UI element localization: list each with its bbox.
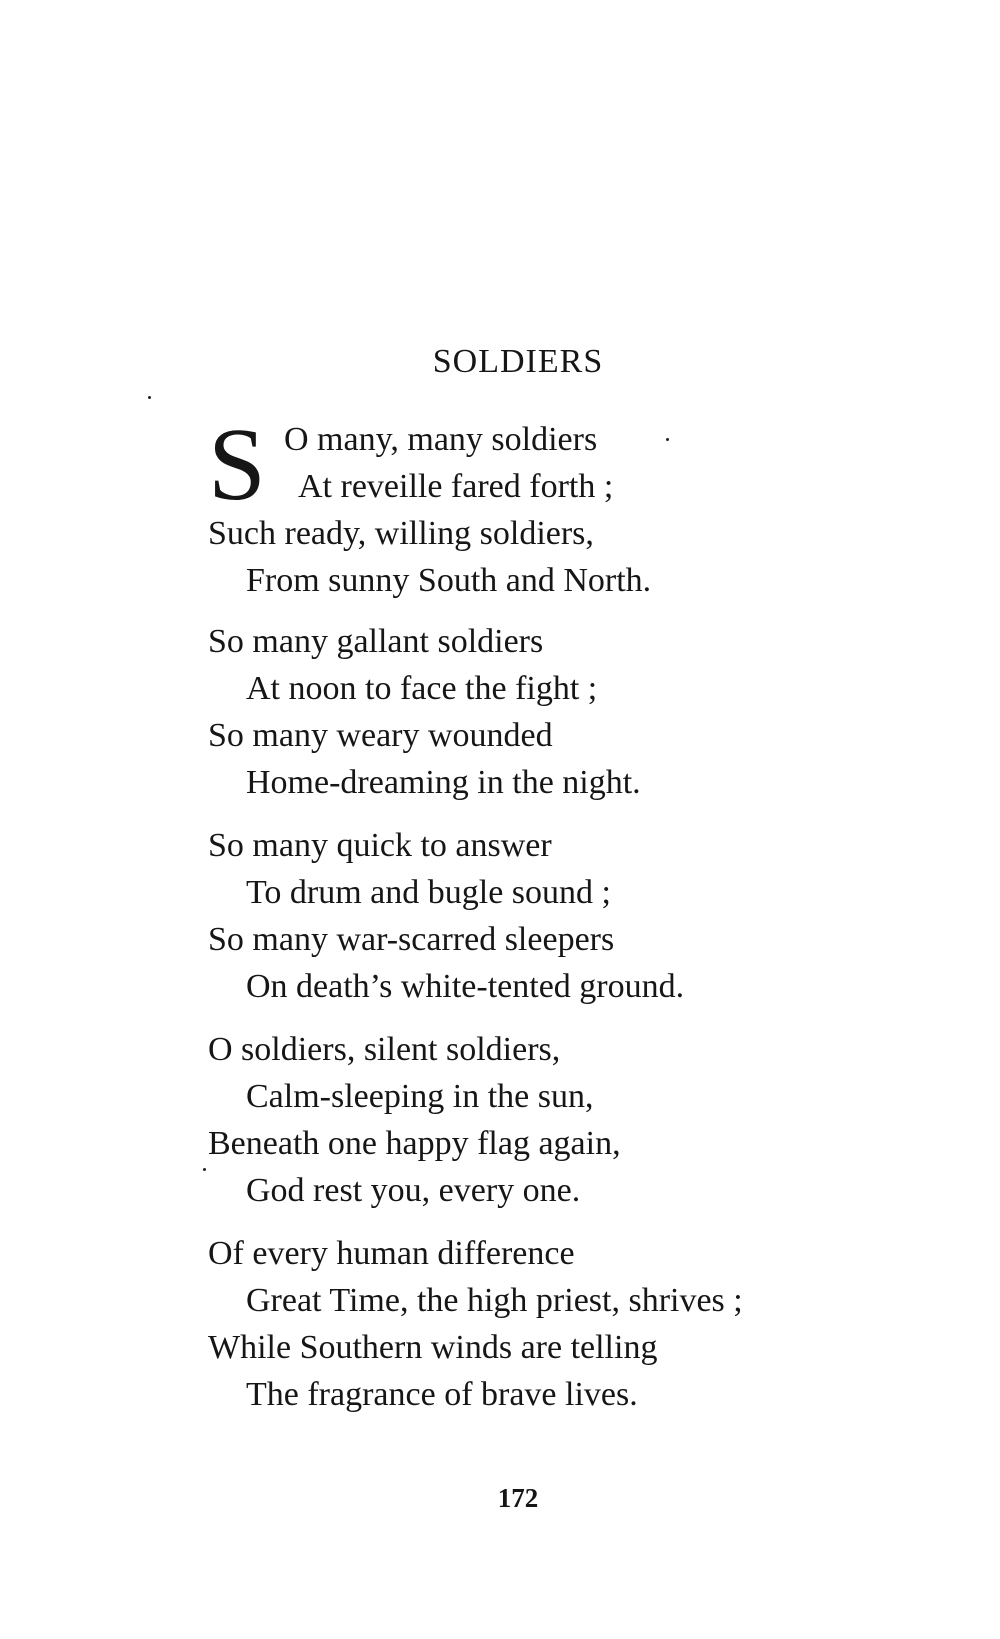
- poem-line: At noon to face the fight ;: [246, 670, 598, 707]
- poem-line: At reveille fared forth ;: [298, 468, 614, 505]
- poem-line: So many war-scarred sleepers: [208, 921, 615, 958]
- poem-line: Such ready, willing soldiers,: [208, 515, 594, 552]
- poem-line: O many, many soldiers: [284, 421, 598, 458]
- poem-line: Great Time, the high priest, shrives ;: [246, 1282, 743, 1319]
- print-speck: [203, 1168, 206, 1171]
- stanza-1: [208, 407, 908, 604]
- stanza-2: [208, 618, 908, 806]
- poem-line: God rest you, every one.: [246, 1172, 581, 1209]
- poem-line: Home-dreaming in the night.: [246, 764, 641, 801]
- drop-cap: S: [208, 407, 266, 522]
- stanza-4: [208, 1026, 908, 1214]
- poem-title: SOLDIERS: [432, 343, 604, 380]
- poem-line: On death’s white-tented ground.: [246, 968, 685, 1005]
- poem-line: The fragrance of brave lives.: [246, 1376, 638, 1413]
- poem-line: So many quick to answer: [208, 827, 552, 864]
- poem-line: While Southern winds are telling: [208, 1329, 658, 1366]
- page-number: 172: [497, 1483, 539, 1513]
- stanza-3: [208, 822, 908, 1010]
- stanza-5: [208, 1230, 908, 1418]
- poem-line: O soldiers, silent soldiers,: [208, 1031, 561, 1068]
- print-speck: [148, 396, 151, 399]
- poem-line: Beneath one happy flag again,: [208, 1125, 621, 1162]
- poem-line: Calm-sleeping in the sun,: [246, 1078, 594, 1115]
- poem-line: From sunny South and North.: [246, 562, 652, 599]
- poem-line: To drum and bugle sound ;: [246, 874, 611, 911]
- poem-line: So many gallant soldiers: [208, 623, 544, 660]
- poem-line: So many weary wounded: [208, 717, 553, 754]
- poem-line: Of every human difference: [208, 1235, 575, 1272]
